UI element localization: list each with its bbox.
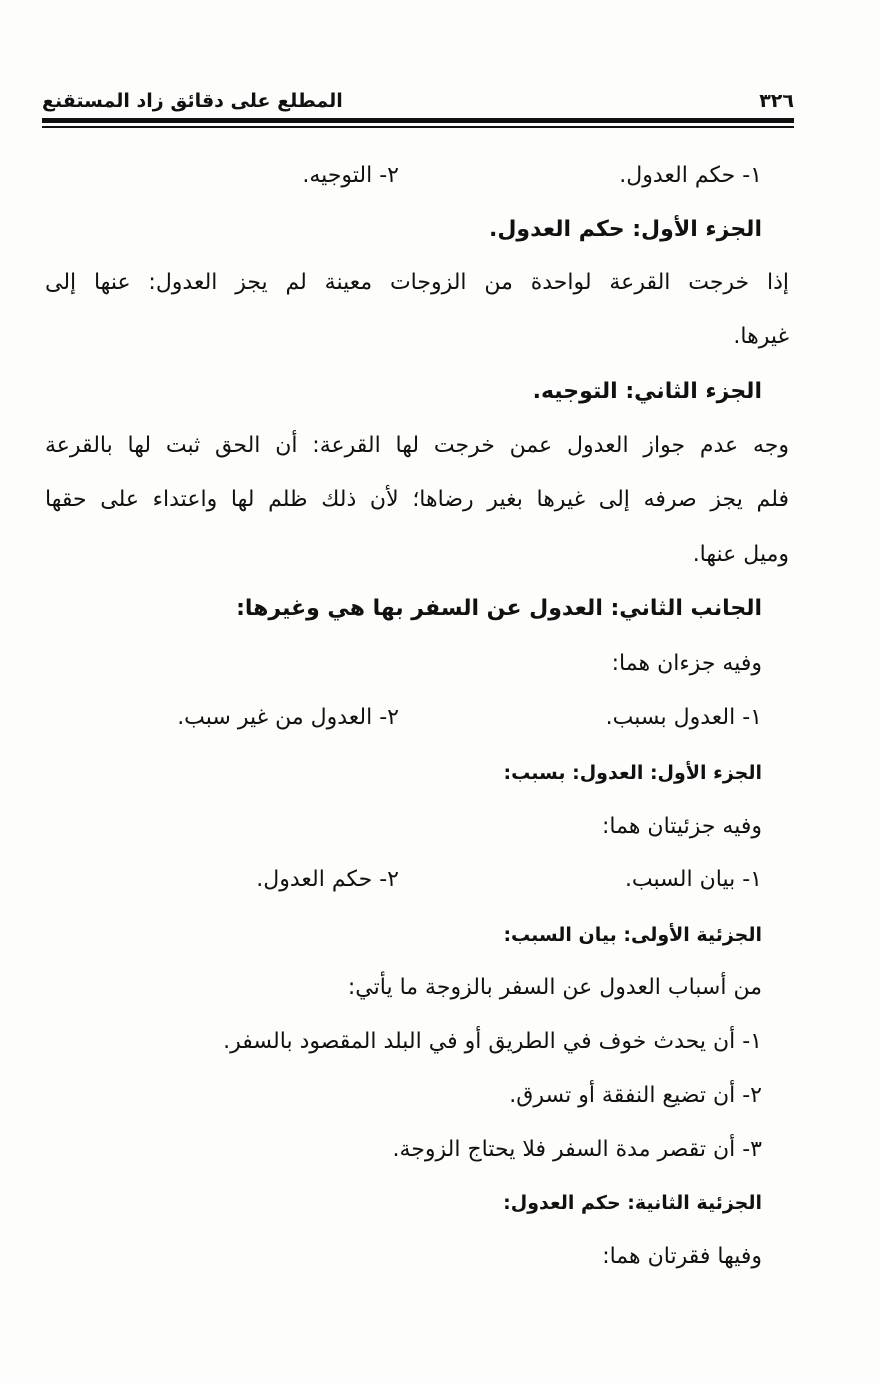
page-header [42,82,794,112]
list-item: ١- حكم العدول. [619,163,762,188]
section-heading: الجزء الأول: حكم العدول. [488,217,762,242]
list-item: ٢- أن تضيع النفقة أو تسرق. [509,1083,762,1108]
paragraph-line: فلم يجز صرفه إلى غيرها بغير رضاها؛ لأن ذلك ظلم لها واعتداء على حقها [45,487,789,512]
paragraph-line: وفيها فقرتان هما: [602,1244,762,1269]
section-heading: الجزئية الثانية: حكم العدول: [503,1192,762,1214]
book-title: المطلع على دقائق زاد المستقنع [42,90,343,112]
page-number: ٣٢٦ [759,90,794,112]
list-item: ٢- التوجيه. [302,163,399,188]
list-item: ٣- أن تقصر مدة السفر فلا يحتاج الزوجة. [392,1137,762,1162]
header-rule-thick [42,118,794,123]
paragraph-line: من أسباب العدول عن السفر بالزوجة ما يأتي: [347,975,762,1000]
paragraph-line: وفيه جزئيتان هما: [602,814,762,839]
paragraph-line: إذا خرجت القرعة لواحدة من الزوجات معينة لم يجز العدول: عنها إلى [45,270,789,295]
section-heading: الجانب الثاني: العدول عن السفر بها هي وغيرها: [236,596,762,621]
list-item: ٢- حكم العدول. [256,867,399,892]
list-item: ٢- العدول من غير سبب. [177,705,399,730]
section-heading: الجزء الأول: العدول: بسبب: [503,762,762,784]
paragraph-line: وفيه جزءان هما: [611,651,762,676]
paragraph-line: وجه عدم جواز العدول عمن خرجت لها القرعة: أن الحق ثبت لها بالقرعة [45,433,789,458]
paragraph-line: غيرها. [733,324,789,349]
list-item: ١- أن يحدث خوف في الطريق أو في البلد المقصود بالسفر. [223,1029,762,1054]
header-rule-thin [42,126,794,128]
list-item: ١- بيان السبب. [624,867,762,892]
section-heading: الجزء الثاني: التوجيه. [532,379,762,404]
list-item: ١- العدول بسبب. [605,705,762,730]
section-heading: الجزئية الأولى: بيان السبب: [503,924,762,946]
paragraph-line: وميل عنها. [692,542,789,567]
